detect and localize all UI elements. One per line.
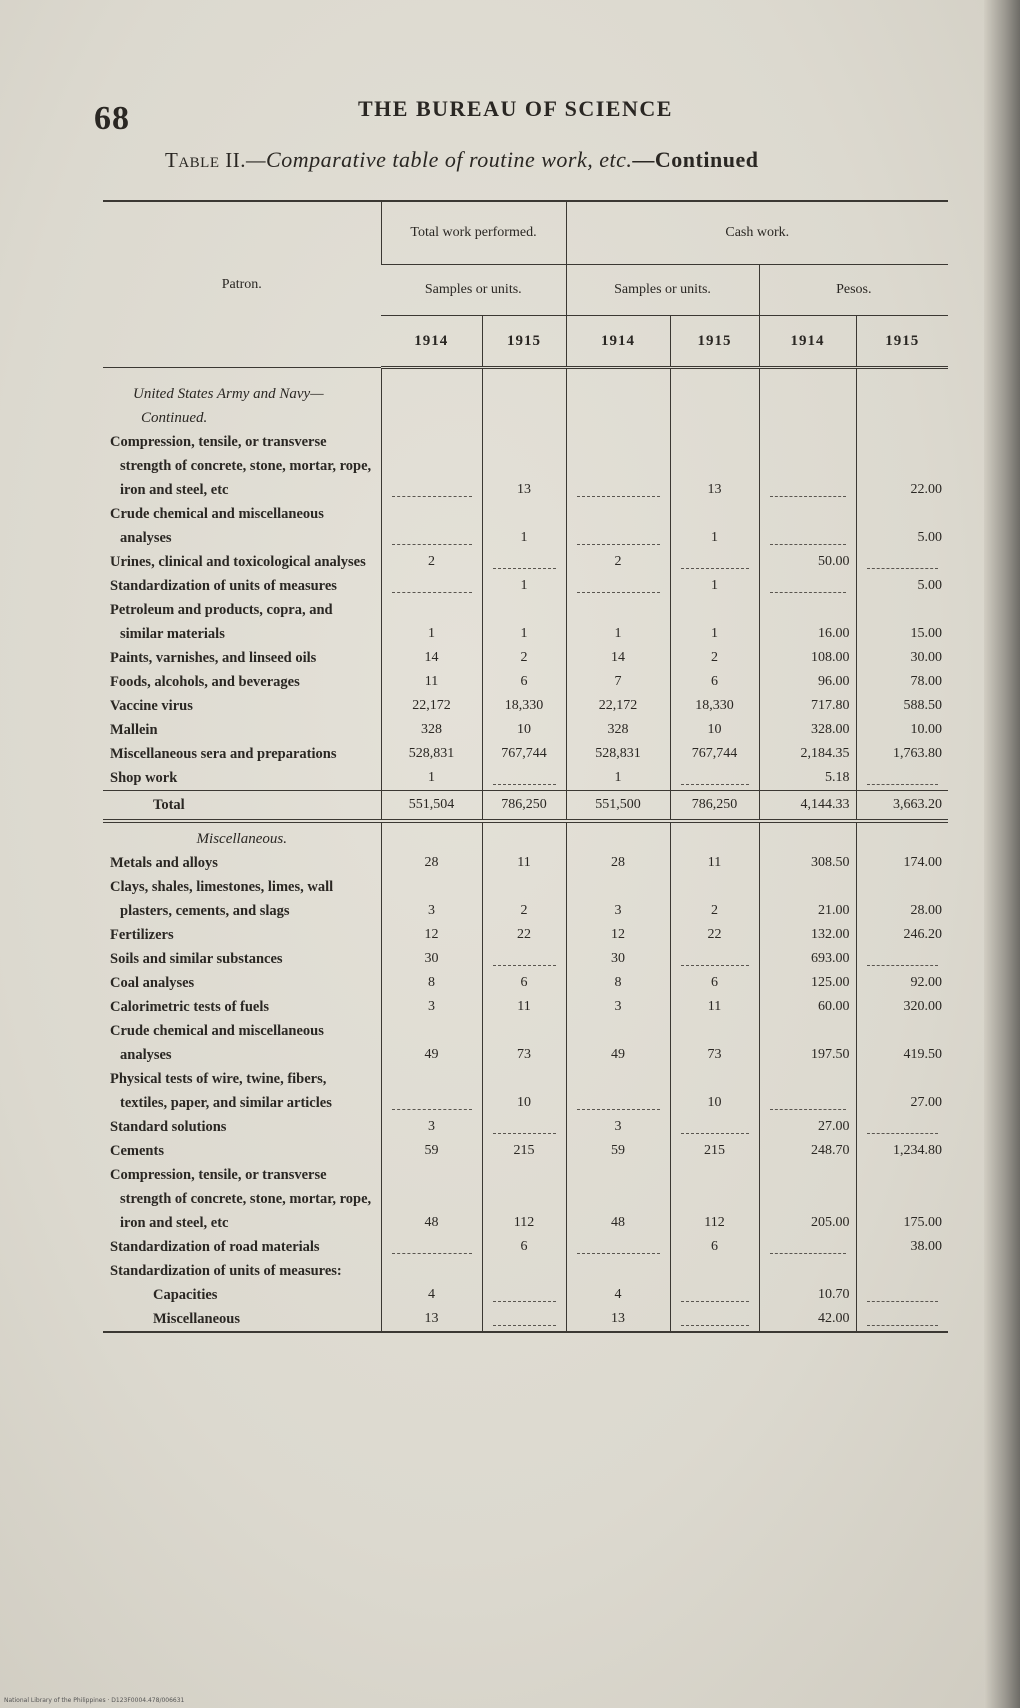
table-row: [103, 646, 948, 670]
value-cell: 6: [482, 670, 566, 694]
empty-cell: [566, 1259, 670, 1283]
dash-leader: [392, 1097, 472, 1110]
dash-leader: [493, 1313, 556, 1326]
table-caption: [165, 147, 758, 173]
empty-cell-leader: [482, 550, 566, 574]
value-cell: 174.00: [856, 851, 948, 875]
value-cell: 27.00: [856, 1067, 948, 1115]
dash-leader: [770, 1097, 846, 1110]
header-year: 1914: [759, 316, 856, 368]
scan-credit: National Library of the Philippines · D123F0004.478/006631: [4, 1697, 185, 1704]
value-cell: 73: [670, 1019, 759, 1067]
dash-leader: [867, 772, 939, 785]
value-cell: 11: [482, 995, 566, 1019]
table-row: [103, 995, 948, 1019]
header-total-work: Total work performed.: [381, 201, 566, 265]
value-cell: 2: [482, 875, 566, 923]
value-cell: 3: [566, 875, 670, 923]
value-cell: 48: [381, 1163, 482, 1235]
dash-leader: [867, 1313, 939, 1326]
dash-leader: [493, 772, 556, 785]
value-cell: 8: [566, 971, 670, 995]
row-label: Capacities: [153, 1287, 218, 1303]
value-cell: 1: [482, 502, 566, 550]
empty-cell-leader: [381, 430, 482, 502]
dash-leader: [770, 484, 846, 497]
value-cell: 14: [566, 646, 670, 670]
empty-cell-leader: [482, 1115, 566, 1139]
header-year: 1914: [381, 316, 482, 368]
value-cell: 1: [670, 598, 759, 646]
value-cell: 49: [381, 1019, 482, 1067]
empty-cell-leader: [759, 1067, 856, 1115]
value-cell: 1: [381, 766, 482, 791]
value-cell: 3: [381, 1115, 482, 1139]
empty-cell-leader: [670, 550, 759, 574]
table-row: [103, 923, 948, 947]
dash-leader: [681, 1121, 749, 1134]
dash-leader: [577, 532, 660, 545]
empty-cell-leader: [856, 1307, 948, 1332]
dash-leader: [493, 1121, 556, 1134]
row-label: Physical tests of wire, twine, fibers, textiles, paper, and similar articles: [110, 1071, 332, 1111]
table-row: [103, 430, 948, 502]
routine-work-table: [103, 200, 948, 1333]
value-cell: 18,330: [482, 694, 566, 718]
empty-cell-leader: [670, 766, 759, 791]
dash-leader: [577, 484, 660, 497]
value-cell: 10.70: [759, 1283, 856, 1307]
value-cell: 528,831: [566, 742, 670, 766]
value-cell: 22,172: [566, 694, 670, 718]
value-cell: 1: [566, 766, 670, 791]
header-patron: Patron.: [103, 201, 381, 368]
table-row: [103, 550, 948, 574]
row-label: Crude chemical and miscellaneous analyses: [110, 506, 324, 546]
value-cell: 5.18: [759, 766, 856, 791]
header-year: 1915: [482, 316, 566, 368]
value-cell: 96.00: [759, 670, 856, 694]
empty-cell-leader: [759, 502, 856, 550]
dash-leader: [770, 532, 846, 545]
empty-cell: [670, 1259, 759, 1283]
empty-cell-leader: [670, 1283, 759, 1307]
row-label: Compression, tensile, or transverse strength of concrete, stone, mortar, rope, iron and steel, etc: [110, 1167, 372, 1231]
value-cell: 59: [381, 1139, 482, 1163]
dash-leader: [493, 556, 556, 569]
header-year: 1914: [566, 316, 670, 368]
dash-leader: [770, 1241, 846, 1254]
row-label: Total: [103, 791, 381, 822]
value-cell: 767,744: [670, 742, 759, 766]
dash-leader: [392, 1241, 472, 1254]
caption-prefix: Table II.: [165, 148, 246, 172]
value-cell: 786,250: [482, 791, 566, 822]
value-cell: 6: [670, 1235, 759, 1259]
header-year: 1915: [670, 316, 759, 368]
empty-cell: [482, 1259, 566, 1283]
caption-title: —Comparative table of routine work, etc.: [245, 147, 633, 172]
empty-cell-leader: [381, 1067, 482, 1115]
value-cell: 60.00: [759, 995, 856, 1019]
dash-leader: [867, 1121, 939, 1134]
dash-leader: [867, 1289, 939, 1302]
value-cell: 2: [670, 875, 759, 923]
value-cell: 1: [482, 598, 566, 646]
dash-leader: [681, 1313, 749, 1326]
value-cell: 108.00: [759, 646, 856, 670]
value-cell: 1: [482, 574, 566, 598]
value-cell: 1: [566, 598, 670, 646]
value-cell: 11: [670, 995, 759, 1019]
row-label: Petroleum and products, copra, and similar materials: [110, 602, 333, 642]
value-cell: 12: [566, 923, 670, 947]
value-cell: 13: [482, 430, 566, 502]
running-head: THE BUREAU OF SCIENCE: [358, 96, 673, 121]
empty-cell-leader: [566, 574, 670, 598]
header-cash-work: Cash work.: [566, 201, 948, 265]
empty-cell: [566, 821, 670, 851]
value-cell: 3,663.20: [856, 791, 948, 822]
dash-leader: [681, 1289, 749, 1302]
value-cell: 30.00: [856, 646, 948, 670]
row-label: Standardization of road materials: [110, 1239, 320, 1255]
value-cell: 328: [381, 718, 482, 742]
empty-cell-leader: [482, 766, 566, 791]
row-label: Clays, shales, limestones, limes, wall plasters, cements, and slags: [110, 879, 334, 919]
value-cell: 551,504: [381, 791, 482, 822]
value-cell: 59: [566, 1139, 670, 1163]
empty-cell-leader: [670, 1307, 759, 1332]
value-cell: 8: [381, 971, 482, 995]
empty-cell: [482, 821, 566, 851]
empty-cell-leader: [670, 947, 759, 971]
row-label: Compression, tensile, or transverse strength of concrete, stone, mortar, rope, iron and steel, etc: [110, 434, 372, 498]
value-cell: 4: [566, 1283, 670, 1307]
value-cell: 18,330: [670, 694, 759, 718]
value-cell: 248.70: [759, 1139, 856, 1163]
value-cell: 13: [381, 1307, 482, 1332]
empty-cell-leader: [566, 1067, 670, 1115]
dash-leader: [681, 556, 749, 569]
empty-cell-leader: [566, 430, 670, 502]
value-cell: 3: [566, 1115, 670, 1139]
value-cell: 215: [482, 1139, 566, 1163]
value-cell: 22: [670, 923, 759, 947]
value-cell: 320.00: [856, 995, 948, 1019]
table-row: [103, 742, 948, 766]
value-cell: 2: [566, 550, 670, 574]
value-cell: 6: [670, 971, 759, 995]
value-cell: 767,744: [482, 742, 566, 766]
value-cell: 6: [482, 971, 566, 995]
row-label: Shop work: [110, 770, 178, 786]
header-year: 1915: [856, 316, 948, 368]
table-row: [103, 766, 948, 791]
table-row: [103, 947, 948, 971]
empty-cell: [759, 821, 856, 851]
value-cell: 1: [670, 574, 759, 598]
empty-cell-leader: [381, 502, 482, 550]
value-cell: 21.00: [759, 875, 856, 923]
value-cell: 12: [381, 923, 482, 947]
total-row: [103, 791, 948, 822]
value-cell: 28.00: [856, 875, 948, 923]
value-cell: 6: [482, 1235, 566, 1259]
table-row: [103, 971, 948, 995]
value-cell: 42.00: [759, 1307, 856, 1332]
value-cell: 588.50: [856, 694, 948, 718]
header-samples-total: Samples or units.: [381, 265, 566, 316]
value-cell: 73: [482, 1019, 566, 1067]
value-cell: 786,250: [670, 791, 759, 822]
empty-cell-leader: [566, 1235, 670, 1259]
value-cell: 14: [381, 646, 482, 670]
value-cell: 112: [482, 1163, 566, 1235]
empty-cell-leader: [856, 1115, 948, 1139]
table-row: [103, 694, 948, 718]
dash-leader: [681, 772, 749, 785]
empty-cell-leader: [856, 766, 948, 791]
value-cell: 11: [381, 670, 482, 694]
empty-cell-leader: [566, 502, 670, 550]
value-cell: 49: [566, 1019, 670, 1067]
row-label: Miscellaneous: [103, 1307, 381, 1332]
value-cell: 1,234.80: [856, 1139, 948, 1163]
value-cell: 10: [482, 718, 566, 742]
dash-leader: [867, 953, 939, 966]
value-cell: 5.00: [856, 574, 948, 598]
value-cell: 22,172: [381, 694, 482, 718]
empty-cell: [856, 1259, 948, 1283]
value-cell: 2: [482, 646, 566, 670]
value-cell: 3: [381, 995, 482, 1019]
empty-cell-leader: [381, 574, 482, 598]
value-cell: 78.00: [856, 670, 948, 694]
value-cell: 50.00: [759, 550, 856, 574]
table-row: [103, 1139, 948, 1163]
value-cell: 717.80: [759, 694, 856, 718]
header-samples-cash: Samples or units.: [566, 265, 759, 316]
value-cell: 10: [482, 1067, 566, 1115]
row-label: Foods, alcohols, and beverages: [110, 674, 300, 690]
value-cell: 28: [566, 851, 670, 875]
table-row: [103, 1019, 948, 1067]
row-label: Fertilizers: [110, 927, 174, 943]
empty-cell-leader: [759, 430, 856, 502]
value-cell: 7: [566, 670, 670, 694]
row-label: Vaccine virus: [110, 698, 193, 714]
empty-cell: [670, 821, 759, 851]
table-row: [103, 1235, 948, 1259]
table-row: [103, 875, 948, 923]
row-label: Crude chemical and miscellaneous analyses: [110, 1023, 324, 1063]
value-cell: 419.50: [856, 1019, 948, 1067]
row-label: Cements: [110, 1143, 164, 1159]
value-cell: 10.00: [856, 718, 948, 742]
value-cell: 2: [381, 550, 482, 574]
dash-leader: [392, 532, 472, 545]
value-cell: 48: [566, 1163, 670, 1235]
dash-leader: [493, 1289, 556, 1302]
value-cell: 11: [670, 851, 759, 875]
dash-leader: [392, 580, 472, 593]
empty-cell-leader: [482, 1283, 566, 1307]
value-cell: 528,831: [381, 742, 482, 766]
dash-leader: [577, 580, 660, 593]
row-label: Standardization of units of measures:: [110, 1263, 342, 1279]
value-cell: 328.00: [759, 718, 856, 742]
table-row: [103, 1259, 948, 1283]
value-cell: 27.00: [759, 1115, 856, 1139]
empty-cell-leader: [856, 1283, 948, 1307]
value-cell: 1: [670, 502, 759, 550]
empty-cell: [381, 1259, 482, 1283]
table-row: [103, 670, 948, 694]
empty-cell-leader: [482, 1307, 566, 1332]
row-label: Metals and alloys: [110, 855, 218, 871]
table-row: [103, 718, 948, 742]
page-edge-shadow: [984, 0, 1020, 1708]
empty-cell-leader: [856, 550, 948, 574]
dash-leader: [577, 1097, 660, 1110]
value-cell: 16.00: [759, 598, 856, 646]
caption-continued: —Continued: [632, 147, 759, 172]
value-cell: 215: [670, 1139, 759, 1163]
value-cell: 2,184.35: [759, 742, 856, 766]
value-cell: 1: [381, 598, 482, 646]
row-label: Mallein: [110, 722, 158, 738]
table-row: [103, 502, 948, 550]
value-cell: 246.20: [856, 923, 948, 947]
table-row: [103, 851, 948, 875]
row-label: Standard solutions: [110, 1119, 227, 1135]
dash-leader: [392, 484, 472, 497]
header-pesos: Pesos.: [759, 265, 948, 316]
table-row: [103, 1067, 948, 1115]
value-cell: 112: [670, 1163, 759, 1235]
empty-cell: [381, 821, 482, 851]
table-row: [103, 1163, 948, 1235]
row-label: Soils and similar substances: [110, 951, 283, 967]
row-label: Calorimetric tests of fuels: [110, 999, 270, 1015]
value-cell: 92.00: [856, 971, 948, 995]
row-label: Paints, varnishes, and linseed oils: [110, 650, 317, 666]
value-cell: 13: [670, 430, 759, 502]
value-cell: 125.00: [759, 971, 856, 995]
value-cell: 15.00: [856, 598, 948, 646]
table-row: [103, 598, 948, 646]
table-row: [103, 1307, 948, 1332]
value-cell: 308.50: [759, 851, 856, 875]
empty-cell: [856, 821, 948, 851]
empty-cell: [759, 1259, 856, 1283]
table-row: [103, 1283, 948, 1307]
dash-leader: [681, 953, 749, 966]
value-cell: 30: [566, 947, 670, 971]
value-cell: 693.00: [759, 947, 856, 971]
dash-leader: [577, 1241, 660, 1254]
value-cell: 551,500: [566, 791, 670, 822]
value-cell: 5.00: [856, 502, 948, 550]
dash-leader: [770, 580, 846, 593]
empty-cell-leader: [759, 574, 856, 598]
table-row: [103, 1115, 948, 1139]
value-cell: 175.00: [856, 1163, 948, 1235]
value-cell: 328: [566, 718, 670, 742]
value-cell: 132.00: [759, 923, 856, 947]
dash-leader: [867, 556, 939, 569]
empty-cell-leader: [482, 947, 566, 971]
row-label: Coal analyses: [110, 975, 195, 991]
value-cell: 4,144.33: [759, 791, 856, 822]
value-cell: 13: [566, 1307, 670, 1332]
row-label: Miscellaneous sera and preparations: [110, 746, 337, 762]
empty-cell-leader: [670, 1115, 759, 1139]
value-cell: 22.00: [856, 430, 948, 502]
value-cell: 4: [381, 1283, 482, 1307]
value-cell: 28: [381, 851, 482, 875]
empty-cell-leader: [759, 1235, 856, 1259]
value-cell: 197.50: [759, 1019, 856, 1067]
section-heading-misc: Miscellaneous.: [196, 831, 287, 847]
value-cell: 3: [381, 875, 482, 923]
section-row: [103, 821, 948, 851]
value-cell: 30: [381, 947, 482, 971]
value-cell: 38.00: [856, 1235, 948, 1259]
value-cell: 1,763.80: [856, 742, 948, 766]
row-label: Standardization of units of measures: [110, 578, 337, 594]
value-cell: 11: [482, 851, 566, 875]
empty-cell-leader: [856, 947, 948, 971]
dash-leader: [493, 953, 556, 966]
empty-cell-leader: [381, 1235, 482, 1259]
table-row: [103, 574, 948, 598]
value-cell: 205.00: [759, 1163, 856, 1235]
value-cell: 6: [670, 670, 759, 694]
value-cell: 10: [670, 718, 759, 742]
page-number: 68: [94, 100, 130, 137]
row-label: Urines, clinical and toxicological analyses: [110, 554, 366, 570]
value-cell: 3: [566, 995, 670, 1019]
value-cell: 2: [670, 646, 759, 670]
value-cell: 22: [482, 923, 566, 947]
value-cell: 10: [670, 1067, 759, 1115]
section-heading-army: United States Army and Navy—Continued.: [133, 386, 324, 426]
